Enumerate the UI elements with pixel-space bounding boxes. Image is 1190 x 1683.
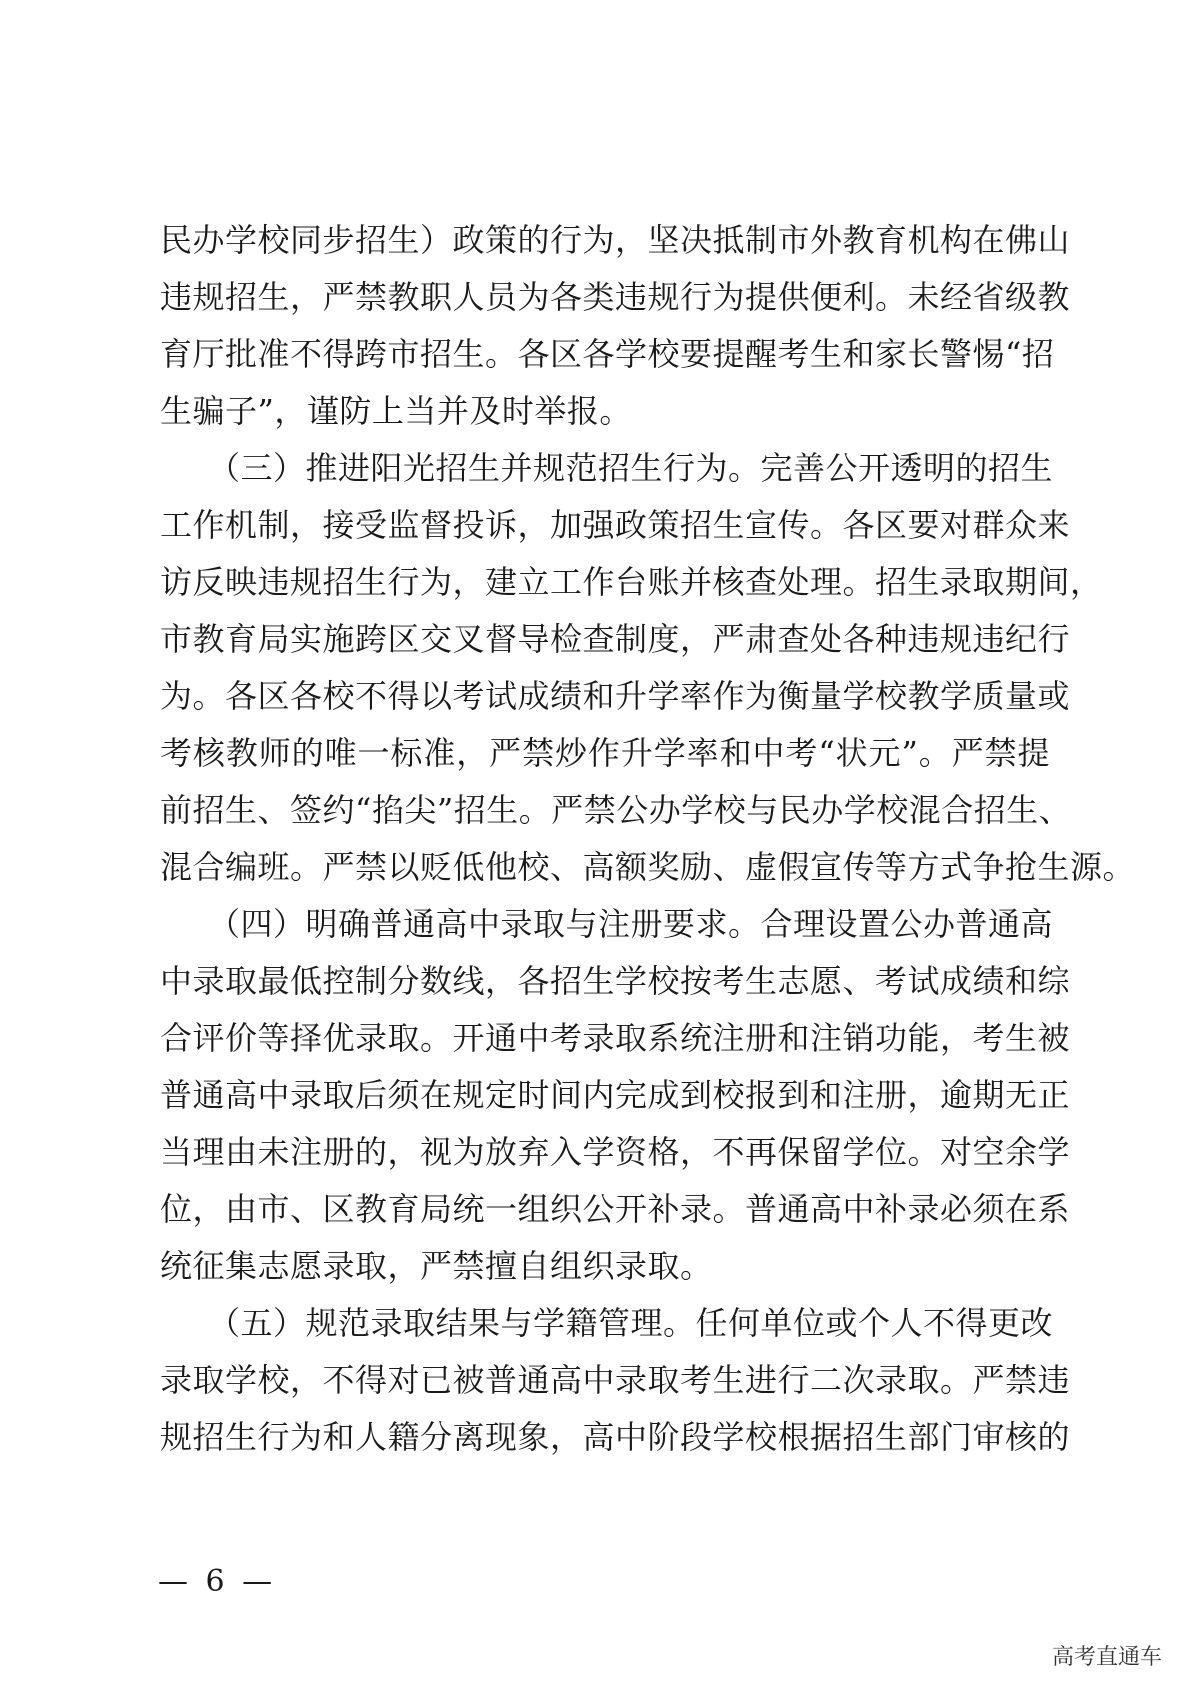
text-line: （五）规范录取结果与学籍管理。任何单位或个人不得更改 xyxy=(208,1304,1054,1342)
text-line: 位，由市、区教育局统一组织公开补录。普通高中补录必须在系 xyxy=(160,1190,1071,1228)
text-line: 中录取最低控制分数线，各招生学校按考生志愿、考试成绩和综 xyxy=(160,962,1071,1000)
text-line: 录取学校，不得对已被普通高中录取考生进行二次录取。严禁违 xyxy=(160,1361,1071,1399)
text-line: 民办学校同步招生）政策的行为，坚决抵制市外教育机构在佛山 xyxy=(160,221,1071,259)
text-line: 违规招生，严禁教职人员为各类违规行为提供便利。未经省级教 xyxy=(160,278,1071,316)
text-line: （四）明确普通高中录取与注册要求。合理设置公办普通高 xyxy=(208,905,1054,943)
text-line: 规招生行为和人籍分离现象，高中阶段学校根据招生部门审核的 xyxy=(160,1418,1071,1456)
text-line: 生骗子”，谨防上当并及时举报。 xyxy=(160,392,632,430)
watermark: 高考直通车 xyxy=(1051,1645,1162,1670)
text-line: 考核教师的唯一标准，严禁炒作升学率和中考“状元”。严禁提 xyxy=(160,734,1050,772)
text-line: 育厅批准不得跨市招生。各区各学校要提醒考生和家长警惕“招 xyxy=(160,335,1055,373)
text-line: （三）推进阳光招生并规范招生行为。完善公开透明的招生 xyxy=(208,449,1054,487)
text-line: 混合编班。严禁以贬低他校、高额奖励、虚假宣传等方式争抢生源。 xyxy=(160,848,1136,886)
text-line: 普通高中录取后须在规定时间内完成到校报到和注册，逾期无正 xyxy=(160,1076,1071,1114)
document-body xyxy=(160,212,1136,1466)
text-line: 合评价等择优录取。开通中考录取系统注册和注销功能，考生被 xyxy=(160,1019,1071,1057)
text-line: 为。各区各校不得以考试成绩和升学率作为衡量学校教学质量或 xyxy=(160,677,1071,715)
text-line: 当理由未注册的，视为放弃入学资格，不再保留学位。对空余学 xyxy=(160,1133,1071,1171)
text-line: 统征集志愿录取，严禁擅自组织录取。 xyxy=(160,1247,713,1285)
page-number: — 6 — xyxy=(158,1564,277,1599)
text-line: 工作机制，接受监督投诉，加强政策招生宣传。各区要对群众来 xyxy=(160,506,1071,544)
text-line: 前招生、签约“掐尖”招生。严禁公办学校与民办学校混合招生、 xyxy=(160,791,1072,829)
text-line: 市教育局实施跨区交叉督导检查制度，严肃查处各种违规违纪行 xyxy=(160,620,1071,658)
text-line: 访反映违规招生行为，建立工作台账并核查处理。招生录取期间， xyxy=(160,563,1103,601)
